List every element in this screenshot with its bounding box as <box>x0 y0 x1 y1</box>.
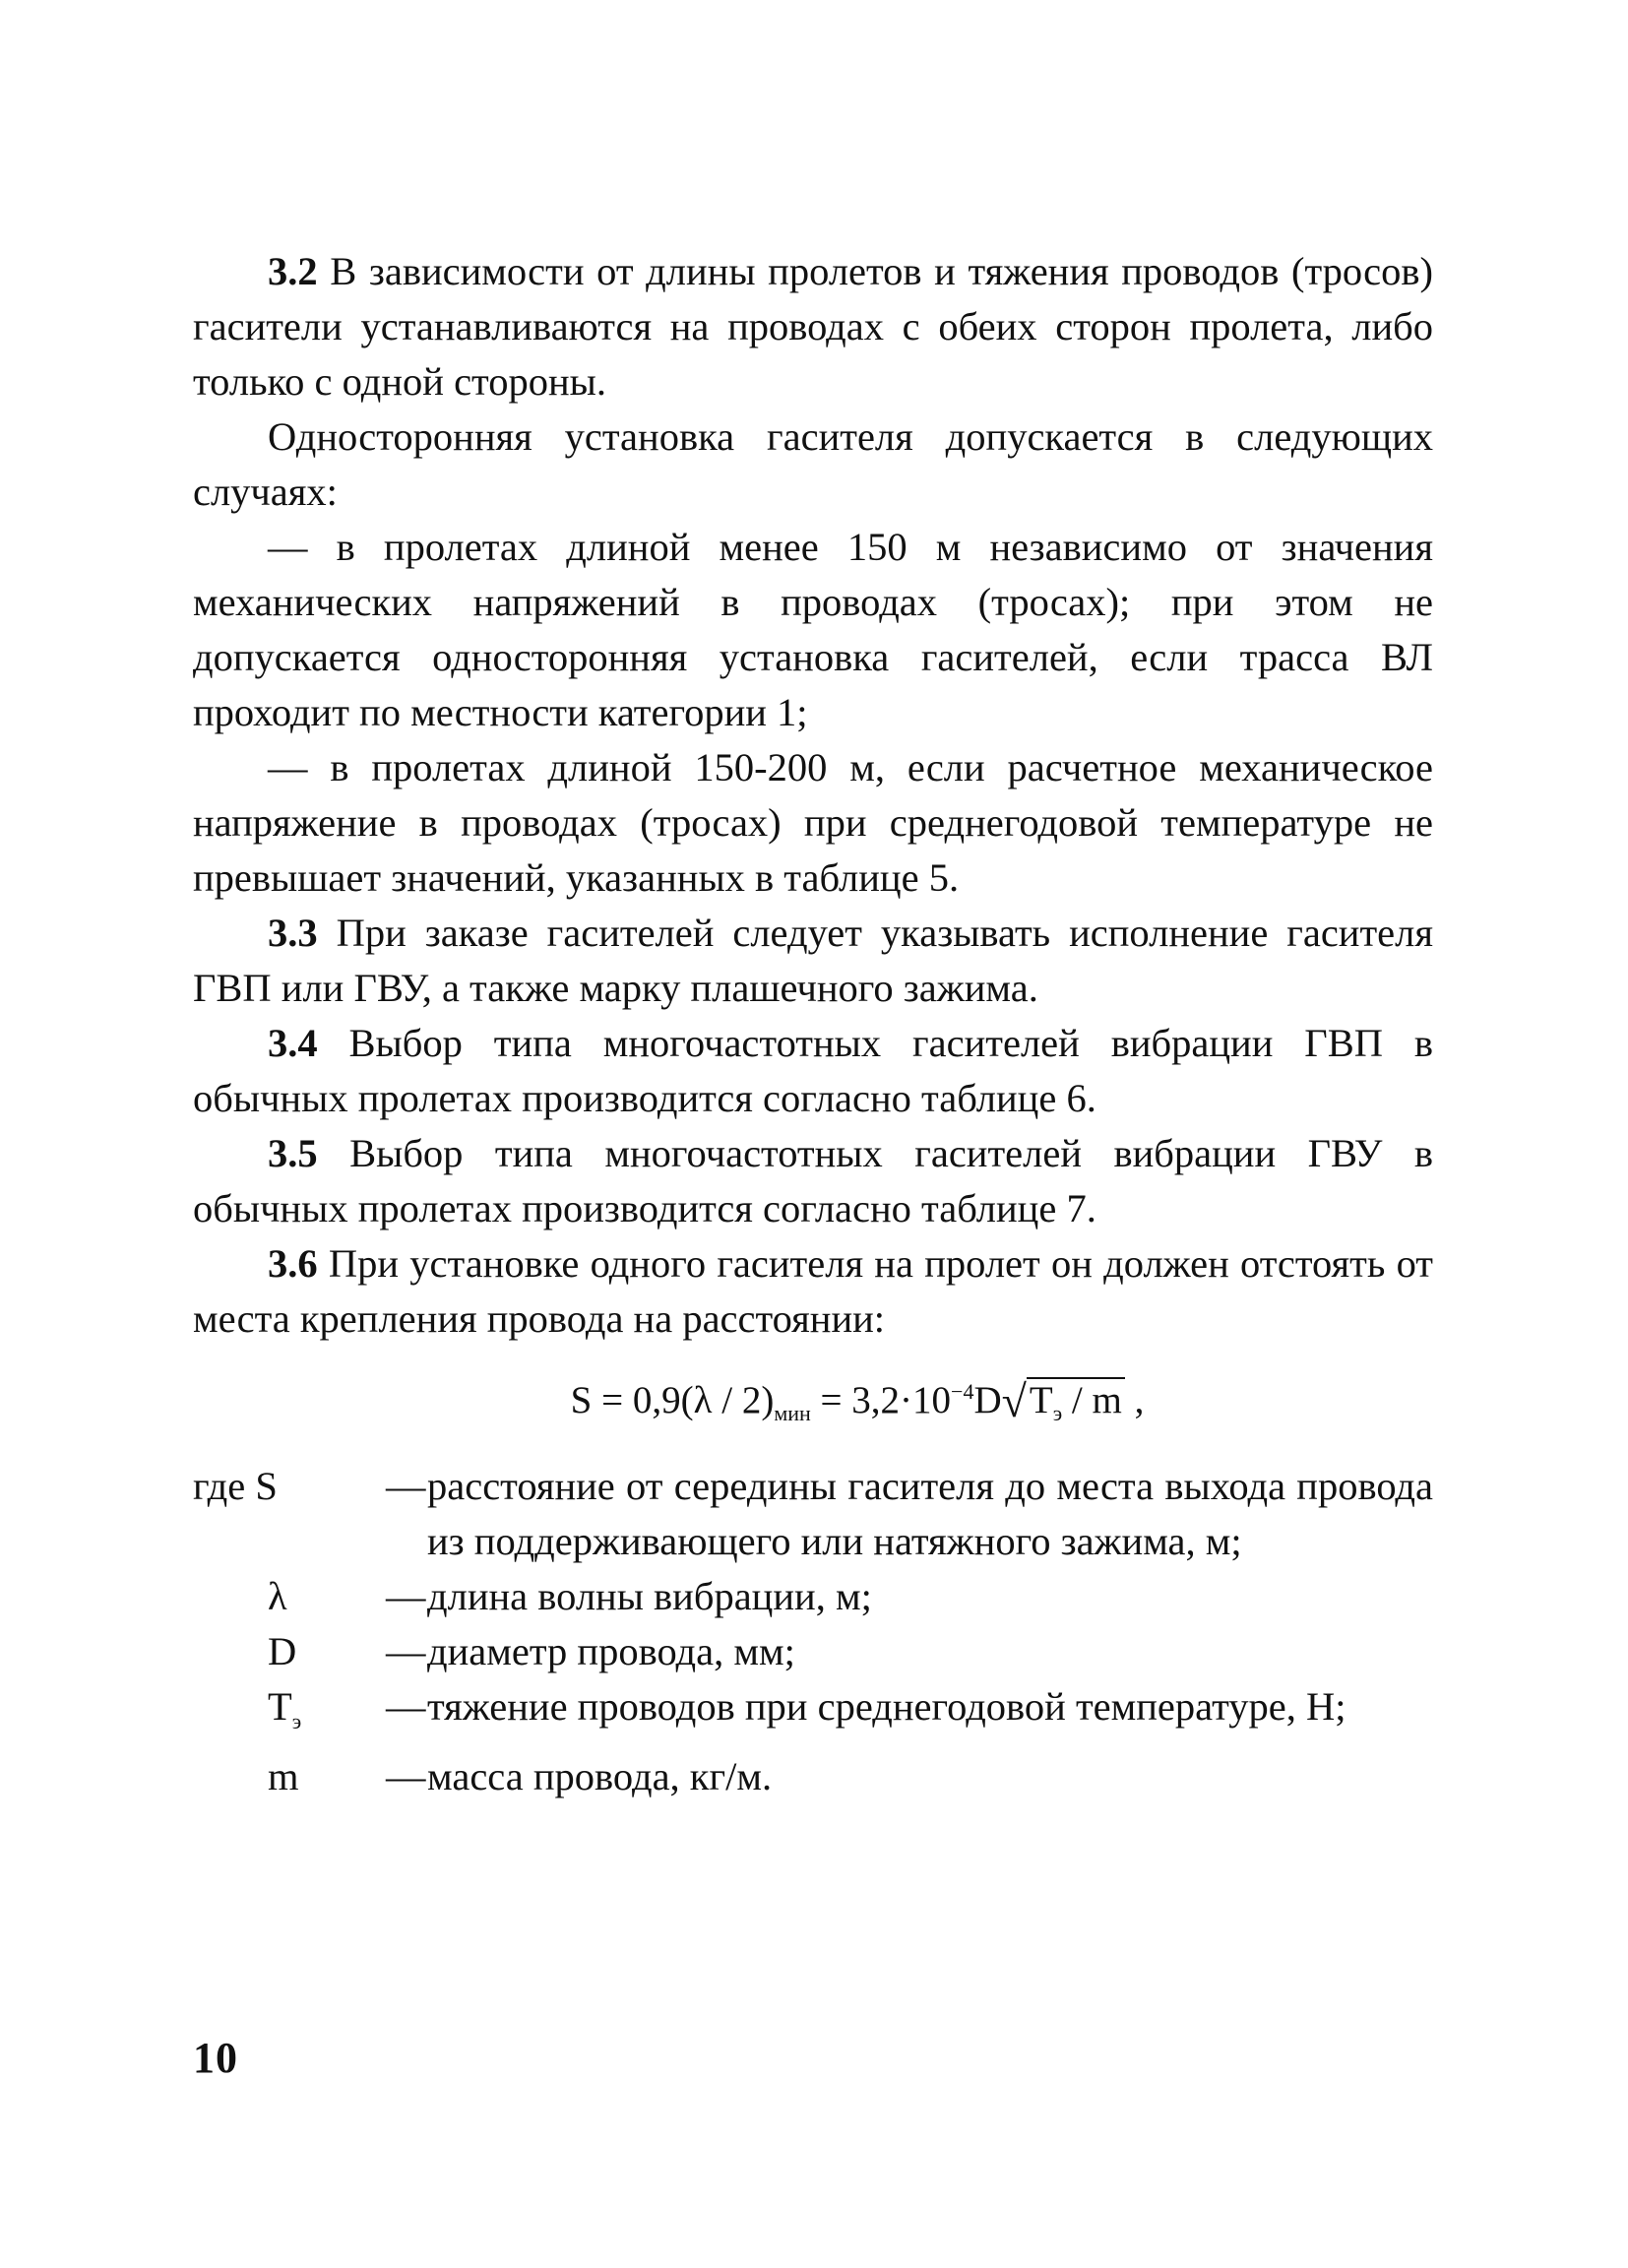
clause-number: 3.2 <box>268 249 318 293</box>
legend-definition: диаметр провода, мм; <box>427 1629 795 1673</box>
symbol-lambda: λ <box>268 1574 287 1618</box>
legend-symbol <box>193 1679 386 1749</box>
legend-symbol <box>193 1459 386 1569</box>
formula-lhs: S = 0,9(λ / 2) <box>570 1379 775 1421</box>
formula <box>282 1353 1433 1453</box>
clause-text: При установке одного гасителя на пролет он должен отстоять от места крепления провода на расстоянии: <box>193 1241 1433 1341</box>
variable-legend <box>193 1459 1433 1804</box>
clause-text: Выбор типа многочастотных гасителей вибрации ГВП в обычных пролетах производится согласно таблице 6. <box>193 1021 1433 1120</box>
radicand-subscript: э <box>1052 1401 1063 1425</box>
list-item-case-2: — в пролетах длиной 150-200 м, если расчетное механическое напряжение в проводах (тросах) при среднегодовой температуре не превышает значений, указанных в таблице 5. <box>193 745 1433 900</box>
clause-number: 3.6 <box>268 1241 318 1286</box>
legend-row <box>193 1569 1433 1624</box>
legend-dash: — <box>386 1574 426 1618</box>
formula-radicand <box>1027 1377 1125 1425</box>
legend-row <box>193 1749 1433 1804</box>
paragraph-3-2 <box>193 244 1433 410</box>
symbol-m: m <box>268 1754 299 1799</box>
clause-number: 3.3 <box>268 911 318 955</box>
legend-dash: — <box>386 1754 426 1799</box>
legend-definition: длина волны вибрации, м; <box>427 1574 872 1618</box>
legend-dash: — <box>386 1464 426 1508</box>
legend-definition: расстояние от середины гасителя до места выхода провода из поддерживающего или натяжного зажима, м; <box>427 1464 1433 1563</box>
legend-symbol <box>193 1624 386 1679</box>
symbol-t-e <box>268 1679 327 1749</box>
formula-mid: = 3,2·10 <box>810 1379 952 1421</box>
symbol-t: T <box>268 1684 292 1729</box>
page-number: 10 <box>193 2034 238 2082</box>
legend-row <box>193 1459 1433 1569</box>
clause-text: Выбор типа многочастотных гасителей вибрации ГВУ в обычных пролетах производится согласно таблице 7. <box>193 1131 1433 1230</box>
legend-dash: — <box>386 1684 426 1729</box>
formula-d: D <box>973 1379 1002 1421</box>
radicand-t: T <box>1029 1379 1053 1421</box>
symbol-s: S <box>255 1464 278 1508</box>
paragraph-one-side-intro: Односторонняя установка гасителя допускается в следующих случаях: <box>193 414 1433 514</box>
formula-exponent: −4 <box>951 1379 974 1404</box>
formula-tail: , <box>1124 1379 1145 1421</box>
body-text <box>193 244 1433 1804</box>
paragraph-3-5 <box>193 1126 1433 1236</box>
clause-number: 3.5 <box>268 1131 318 1175</box>
legend-dash: — <box>386 1629 426 1673</box>
square-root-sign: √ <box>1001 1376 1027 1426</box>
list-item-case-1: — в пролетах длиной менее 150 м независимо от значения механических напряжений в проводах (тросах); при этом не допускается односторонняя установка гасителей, если трасса ВЛ проходит по местности категории 1; <box>193 525 1433 734</box>
clause-number: 3.4 <box>268 1021 318 1065</box>
legend-row <box>193 1624 1433 1679</box>
legend-symbol <box>193 1749 386 1804</box>
paragraph-3-4 <box>193 1016 1433 1126</box>
paragraph-3-6 <box>193 1236 1433 1347</box>
legend-row <box>193 1679 1433 1749</box>
legend-symbol <box>193 1569 386 1624</box>
clause-text: В зависимости от длины пролетов и тяжения проводов (тросов) гасители устанавливаются на проводах с обеих сторон пролета, либо только с одной стороны. <box>193 249 1433 404</box>
symbol-subscript: э <box>291 1709 302 1734</box>
formula-lhs-subscript: мин <box>774 1401 811 1425</box>
symbol-d: D <box>268 1629 297 1673</box>
legend-definition: тяжение проводов при среднегодовой температуре, Н; <box>427 1684 1346 1729</box>
legend-definition: масса провода, кг/м. <box>427 1754 773 1799</box>
paragraph-3-3 <box>193 906 1433 1016</box>
legend-intro: где <box>193 1464 246 1508</box>
radicand-rest: / m <box>1062 1379 1122 1421</box>
clause-text: При заказе гасителей следует указывать исполнение гасителя ГВП или ГВУ, а также марку плашечного зажима. <box>193 911 1433 1010</box>
